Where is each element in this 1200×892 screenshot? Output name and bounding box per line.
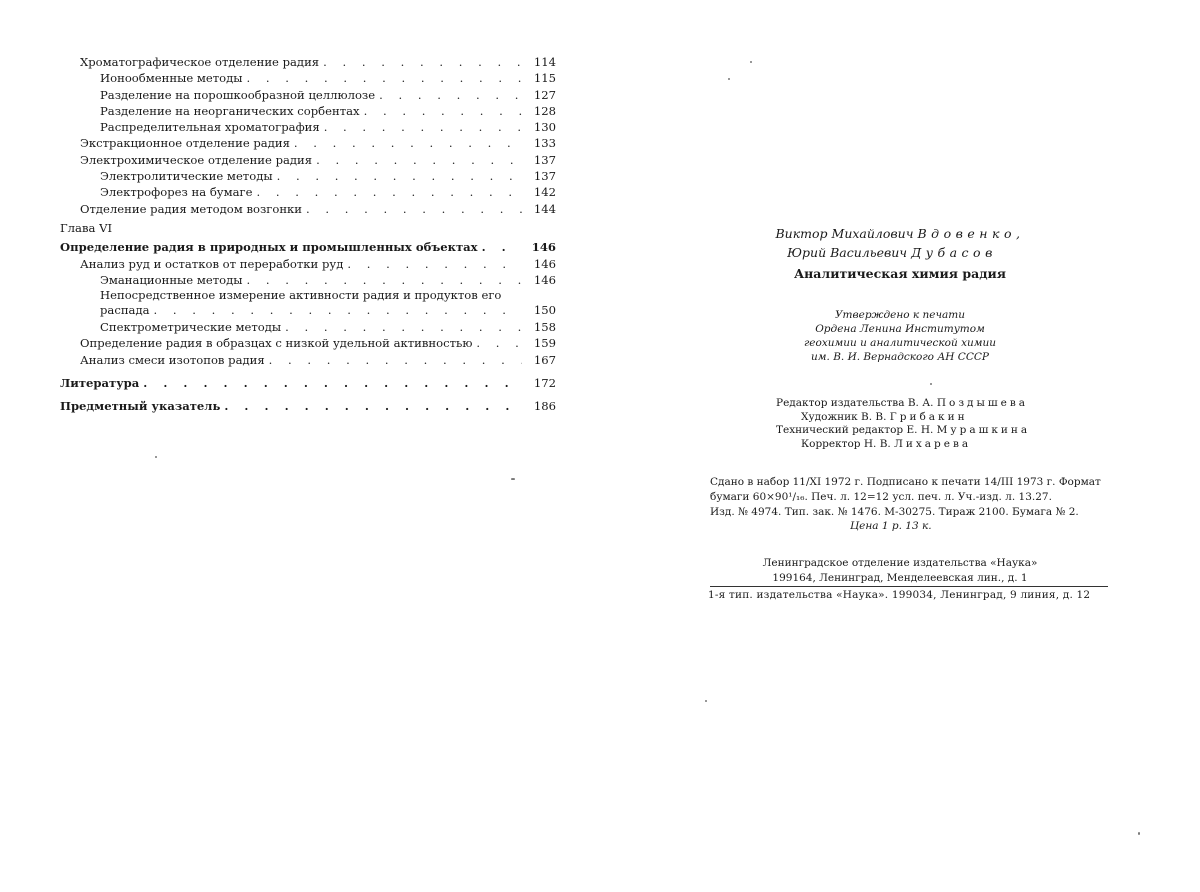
staff-name: Лихарева <box>894 437 972 450</box>
staff-line: Художник В. В. Грибакин <box>801 410 968 423</box>
price: Цена 1 р. 13 к. <box>850 520 932 533</box>
toc-entry-page: 128 <box>533 103 556 118</box>
toc-entry <box>60 335 556 351</box>
paper-speck <box>155 456 157 458</box>
author-2-surname: Дубасов <box>911 245 997 260</box>
toc-entry-title: Спектрометрические методы <box>100 320 282 335</box>
toc-entry-page: 167 <box>533 352 556 367</box>
toc-entry-page: 146 <box>533 256 556 271</box>
toc-entry <box>60 87 556 103</box>
toc-entry <box>60 119 556 135</box>
staff-name: Поздышева <box>936 397 1029 409</box>
toc-entry-title: Анализ смеси изотопов радия <box>80 352 265 367</box>
imprint-line: Изд. № 4974. Тип. зак. № 1476. М-30275. Тираж 2100. Бумага № 2. <box>710 505 1079 518</box>
author-1: Виктор Михайлович Вдовенко, <box>775 226 1025 241</box>
toc-entry <box>60 184 556 200</box>
publisher-block <box>600 556 1200 586</box>
toc-entry-page: 137 <box>533 152 556 167</box>
toc-entry-page: 146 <box>533 272 556 287</box>
toc-entry-page: 142 <box>533 185 556 200</box>
toc-entry <box>60 352 556 368</box>
toc-entry-title: Электрохимическое отделение радия <box>80 152 313 167</box>
right-page <box>600 0 1200 892</box>
toc-entry-page: 127 <box>533 87 556 102</box>
toc-entry-title-continued: распада <box>100 303 150 318</box>
editorial-staff <box>776 397 1030 451</box>
approval-line: геохимии и аналитической химии <box>803 337 997 349</box>
toc-entry-title: Разделение на неорганических сорбентах <box>100 103 360 118</box>
approval-note <box>600 308 1200 364</box>
toc-chapter-heading <box>60 220 556 236</box>
toc-entry-title: Предметный указатель <box>60 399 221 414</box>
table-of-contents <box>60 54 556 415</box>
author-1-surname: Вдовенко, <box>917 226 1025 241</box>
toc-entry-title: Электролитические методы <box>100 169 273 184</box>
toc-entry <box>60 256 556 272</box>
toc-entry-title: Отделение радия методом возгонки <box>80 201 303 216</box>
toc-entry-title: Ионообменные методы <box>100 71 243 86</box>
staff-line: Редактор издательства В. А. Поздышева <box>776 397 1029 409</box>
toc-entry-page: 150 <box>533 303 556 318</box>
toc-entry-page: 158 <box>533 320 556 335</box>
publisher-name: Ленинградское отделение издательства «Наука» <box>762 557 1038 569</box>
toc-entry-page: 114 <box>533 55 556 69</box>
toc-entry-title: Разделение на порошкообразной целлюлозе <box>100 87 376 102</box>
toc-entry <box>60 239 556 255</box>
toc-entry-title: Экстракционное отделение радия <box>80 136 290 151</box>
print-details <box>710 475 1108 534</box>
staff-line: Технический редактор Е. Н. Мурашкина <box>776 424 1031 436</box>
toc-entry <box>60 398 556 414</box>
toc-entry <box>60 70 556 86</box>
toc-entry-title: Непосредственное измерение активности радия и продуктов его <box>100 288 502 303</box>
toc-entry-page: 186 <box>533 399 556 414</box>
toc-entry <box>60 201 556 217</box>
paper-speck <box>511 478 515 480</box>
toc-entry-page: 159 <box>533 336 556 351</box>
toc-entry <box>60 375 556 391</box>
toc-entry-page: 115 <box>533 71 556 86</box>
toc-entry <box>60 103 556 119</box>
toc-entry-title: Распределительная хроматография <box>100 120 320 135</box>
approval-line: им. В. И. Вернадского АН СССР <box>811 351 989 363</box>
paper-speck <box>1138 832 1140 835</box>
toc-entry-page: 130 <box>533 120 556 135</box>
toc-entry-page: 146 <box>531 240 556 255</box>
toc-entry <box>60 135 556 151</box>
chapter-label: Глава VI <box>60 220 113 235</box>
toc-entry-title: Эманационные методы <box>100 272 243 287</box>
printer-line: 1-я тип. издательства «Наука». 199034, Ленинград, 9 линия, д. 12 <box>708 589 1091 601</box>
imprint-line: Сдано в набор 11/XI 1972 г. Подписано к печати 14/III 1973 г. Формат <box>710 476 1101 488</box>
authors-block <box>600 224 1200 262</box>
publisher-address: 199164, Ленинград, Менделеевская лин., д. 1 <box>772 572 1028 584</box>
imprint-line: бумаги 60×90¹/₁₆. Печ. л. 12=12 усл. печ. л. Уч.-изд. л. 13.27. <box>710 490 1052 503</box>
toc-entry-page: 137 <box>533 169 556 184</box>
toc-entry-title: Хроматографическое отделение радия <box>80 55 320 69</box>
divider <box>710 586 1108 587</box>
toc-entry-page: 133 <box>533 136 556 151</box>
staff-name: Мурашкина <box>936 424 1031 436</box>
toc-entry <box>60 168 556 184</box>
approval-line: Утверждено к печати <box>834 309 966 321</box>
book-title: Аналитическая химия радия <box>793 266 1007 281</box>
staff-name: Грибакин <box>889 410 968 423</box>
toc-entry-title: Литература <box>60 376 140 391</box>
staff-line: Корректор Н. В. Лихарева <box>801 437 972 450</box>
toc-entry-title: Электрофорез на бумаге <box>100 185 253 200</box>
paper-speck <box>728 78 730 80</box>
toc-entry <box>60 152 556 168</box>
toc-entry <box>60 54 556 70</box>
paper-speck <box>750 61 752 63</box>
toc-entry-page: 144 <box>533 201 556 216</box>
toc-entry-page: 172 <box>533 376 556 391</box>
toc-entry <box>60 319 556 335</box>
toc-entry-title: Определение радия в образцах с низкой удельной активностью <box>80 336 473 351</box>
toc-entry-title: Анализ руд и остатков от переработки руд <box>80 256 344 271</box>
author-2: Юрий Васильевич Дубасов <box>787 245 997 260</box>
toc-entry <box>60 272 556 288</box>
paper-speck <box>705 700 707 702</box>
approval-line: Ордена Ленина Институтом <box>815 323 985 335</box>
paper-speck <box>930 383 932 385</box>
toc-entry <box>60 288 556 319</box>
toc-entry-title: Определение радия в природных и промышленных объектах <box>60 240 478 255</box>
